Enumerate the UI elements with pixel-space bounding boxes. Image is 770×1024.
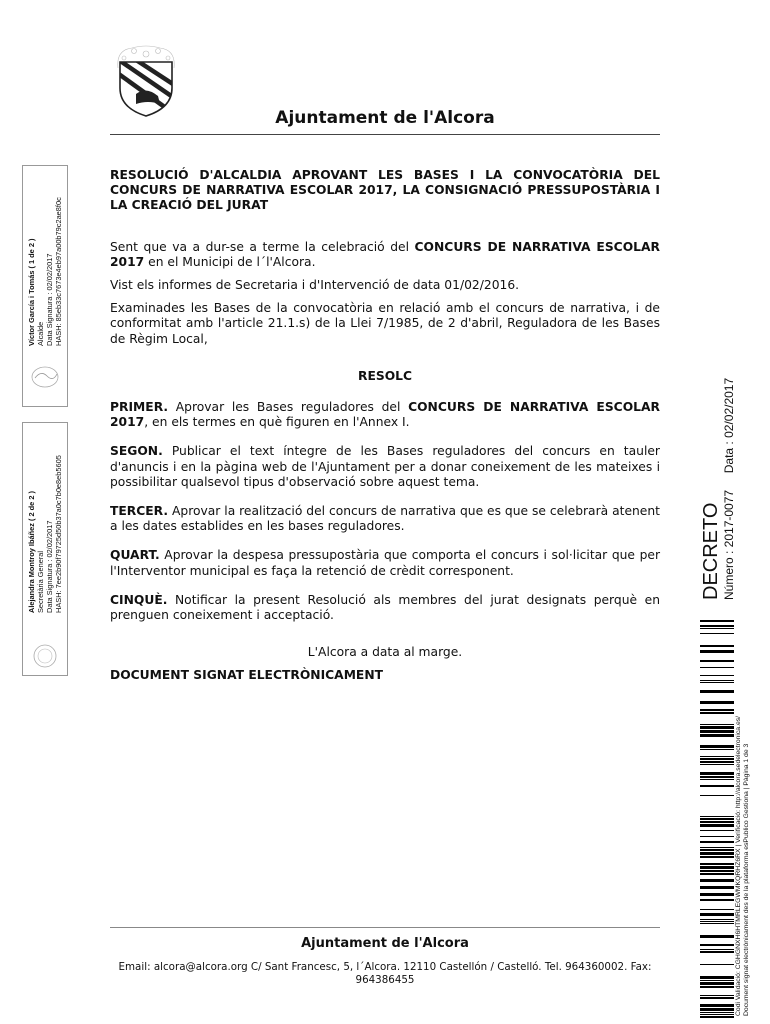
barcode-bar: [700, 909, 734, 910]
signer-date-1: Data Signatura : 02/02/2017: [45, 253, 54, 346]
barcode-bar: [700, 724, 734, 725]
barcode-bar: [700, 749, 734, 750]
footer: [110, 936, 660, 987]
item-tercer: [110, 504, 660, 534]
signer-role-1: Alcalde: [36, 321, 45, 346]
barcode-bar: [700, 873, 734, 875]
barcode-bar: [700, 776, 734, 778]
barcode-bar: [700, 982, 734, 985]
footer-address: Email: alcora@alcora.org C/ Sant Francesc, 5, l´Alcora. 12110 Castellón / Castelló. Tel. 964360002. Fax: 964386455: [118, 961, 652, 986]
barcode-bar: [700, 675, 734, 676]
barcode-bar: [700, 980, 734, 981]
barcode-bar: [700, 836, 734, 837]
barcode-bar: [700, 758, 734, 760]
document-body: [110, 168, 660, 692]
barcode-bar: [700, 821, 734, 823]
decree-date: Data : 02/02/2017: [722, 377, 736, 474]
item-primer: [110, 400, 660, 430]
title-divider: [110, 134, 660, 135]
barcode-bar: [700, 772, 734, 775]
barcode-bar: [700, 628, 734, 629]
resolution-heading: RESOLUCIÓ D'ALCALDIA APROVANT LES BASES I LA CONVOCATÒRIA DEL CONCURS DE NARRATIVA ESCOLAR 2017, LA CONSIGNACIÓ PRESSUPOSTÀRIA I LA CREACIÓ DEL JURAT: [110, 168, 660, 213]
barcode-bar: [700, 935, 734, 938]
barcode-bar: [700, 680, 734, 681]
item-quart: [110, 548, 660, 578]
decree-stamp: [700, 378, 736, 600]
barcode-bar: [700, 899, 734, 901]
segon-text: Publicar el text íntegre de les Bases reguladores del concurs en tauler d'anuncis i en la pàgina web de l'Ajuntament per a donar coneixement de les mateixes i possibilitar qualsevol tipus d'observació sobre aquest tema.: [110, 444, 660, 489]
footer-title: Ajuntament de l'Alcora: [301, 936, 469, 951]
barcode-bar: [700, 620, 734, 622]
barcode-bar: [700, 951, 734, 953]
barcode-bar: [700, 761, 734, 763]
barcode-bar: [700, 830, 734, 831]
signer-date-2: Data Signatura : 02/02/2017: [45, 520, 54, 613]
barcode-bar: [700, 650, 734, 653]
signer-hash-2: HASH: 7ee2b90f79725d50b37a0c7b0e8eb5605: [54, 455, 63, 613]
signature-seal-1: [29, 364, 61, 390]
barcode-bar: [700, 764, 734, 765]
paragraph-intro: [110, 240, 660, 270]
primer-bold: CONCURS DE NARRATIVA ESCOLAR 2017: [110, 400, 660, 430]
barcode-bar: [700, 645, 734, 647]
barcode-bar: [700, 847, 734, 848]
barcode-bar: [700, 863, 734, 865]
barcode-bar: [700, 745, 734, 748]
signature-panel-1: [22, 165, 68, 407]
barcode-bar: [700, 1014, 734, 1015]
primer-label: PRIMER.: [110, 400, 169, 415]
barcode-bar: [700, 818, 734, 820]
barcode-bar: [700, 667, 734, 668]
primer-text-end: , en els termes en què figuren en l'Annex I.: [144, 415, 410, 430]
barcode-bar: [700, 779, 734, 780]
signature-seal-2: [29, 643, 61, 669]
barcode-bar: [700, 919, 734, 920]
item-segon: [110, 444, 660, 490]
decree-info: [722, 378, 736, 600]
barcode-bar: [700, 866, 734, 869]
footer-divider: [110, 927, 660, 928]
barcode-bar: [700, 879, 734, 882]
signer-hash-1: HASH: 85eb33c7673e4eb97a00b79c2ae8f0c: [54, 197, 63, 346]
barcode-bar: [700, 949, 734, 950]
quart-text: Aprovar la despesa pressupostària que comporta el concurs i sol·licitar que per l'Interventor municipal es faça la retenció de crèdit corresponent.: [110, 548, 660, 578]
barcode-bar: [700, 995, 734, 996]
paragraph-reports: Vist els informes de Secretaria i d'Intervenció de data 01/02/2016.: [110, 278, 520, 293]
primer-text: Aprovar les Bases reguladores del: [168, 400, 409, 415]
signature-text-1: [27, 197, 63, 346]
barcode-bar: [700, 734, 734, 737]
signer-name-2: Alejandra Montroy Ibáñez ( 2 de 2 ): [27, 491, 36, 613]
page-title: Ajuntament de l'Alcora: [275, 108, 495, 128]
intro-suffix: en el Municipi de l´l'Alcora.: [144, 254, 316, 269]
barcode-bar: [700, 1016, 734, 1018]
barcode-bar: [700, 1008, 734, 1011]
barcode-bar: [700, 976, 734, 979]
signature-panel-2: [22, 422, 68, 676]
barcode-bar: [700, 726, 734, 729]
decree-number: Número : 2017-0077: [722, 489, 736, 600]
barcode-bar: [700, 682, 734, 683]
barcode-bar: [700, 795, 734, 796]
barcode: [700, 620, 734, 1018]
barcode-bar: [700, 633, 734, 634]
barcode-bar: [700, 997, 734, 999]
paragraph-examined: Examinades les Bases de la convocatòria en relació amb el concurs de narrativa, i de conformitat amb l'article 21.1.s) de la Llei 7/1985, de 2 d'abril, Reguladora de les Bases de Règim Local,: [110, 301, 660, 346]
barcode-bar: [700, 701, 734, 704]
intro-bold: CONCURS DE NARRATIVA ESCOLAR 2017: [110, 239, 660, 269]
signer-role-2: Secretària General: [36, 550, 45, 613]
quart-label: QUART.: [110, 548, 160, 563]
barcode-bar: [700, 1004, 734, 1007]
tercer-label: TERCER.: [110, 504, 169, 519]
barcode-bar: [700, 849, 734, 851]
barcode-bar: [700, 944, 734, 946]
barcode-bar: [700, 856, 734, 858]
barcode-bar: [700, 893, 734, 896]
place-date: L'Alcora a data al marge.: [307, 645, 463, 660]
barcode-bar: [700, 690, 734, 693]
item-cinque: [110, 593, 660, 623]
barcode-bar: [700, 986, 734, 988]
verification-line-1: Codi Validació: CGHGNXH6HTMRLEGWMKQRHZ6RX | Verificació: http://alcora.sedelectronica.es/: [735, 715, 742, 1016]
resolc-heading: RESOLC: [357, 368, 413, 383]
verification-text: [735, 716, 751, 1016]
barcode-bar: [700, 1012, 734, 1013]
verification-line-2: Document signat electrònicament des de la plataforma esPublico Gestiona | Pàgina 1 de 3: [743, 743, 750, 1016]
barcode-bar: [700, 709, 734, 711]
segon-label: SEGON.: [110, 444, 163, 459]
barcode-bar: [700, 921, 734, 922]
barcode-bar: [700, 785, 734, 787]
barcode-bar: [700, 816, 734, 817]
coat-of-arms-logo: [108, 42, 184, 118]
decree-label: DECRETO: [700, 502, 722, 600]
barcode-bar: [700, 730, 734, 733]
barcode-bar: [700, 660, 734, 662]
barcode-bar: [700, 852, 734, 855]
barcode-bar: [700, 712, 734, 714]
tercer-text: Aprovar la realització del concurs de narrativa que es que se celebrarà atenent a les dates establides en les bases reguladores.: [110, 504, 660, 534]
barcode-bar: [700, 625, 734, 627]
intro-text: Sent que va a dur-se a terme la celebració del: [110, 239, 415, 254]
signer-name-1: Víctor García i Tomás ( 1 de 2 ): [27, 238, 36, 346]
barcode-bar: [700, 870, 734, 872]
barcode-bar: [700, 923, 734, 924]
barcode-bar: [700, 841, 734, 843]
signature-text-2: [27, 455, 63, 613]
cinque-label: CINQUÈ.: [110, 592, 168, 607]
barcode-bar: [700, 824, 734, 827]
barcode-bar: [700, 913, 734, 916]
cinque-text: Notificar la present Resolució als membres del jurat designats perquè en prenguen coneixement i acceptació.: [110, 592, 660, 623]
signed-electronically: DOCUMENT SIGNAT ELECTRÒNICAMENT: [110, 668, 384, 683]
barcode-bar: [700, 756, 734, 757]
barcode-bar: [700, 886, 734, 889]
barcode-bar: [700, 964, 734, 965]
